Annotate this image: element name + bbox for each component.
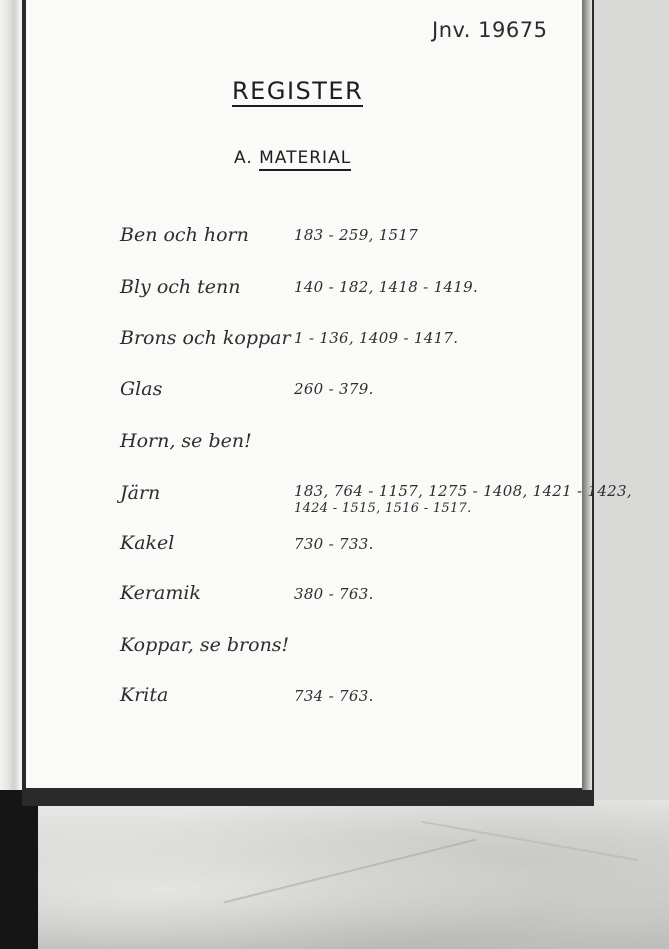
entry-name: Koppar, se brons!	[120, 634, 290, 656]
binding-edge	[0, 790, 38, 949]
entry-range-line: 183, 764 - 1157, 1275 - 1408, 1421 - 1423,	[294, 482, 632, 500]
entry-name: Keramik	[120, 582, 201, 604]
entry-name: Brons och koppar	[120, 327, 291, 349]
entry-name: Krita	[120, 684, 169, 706]
entry-name: Bly och tenn	[120, 276, 241, 298]
section-heading	[234, 148, 351, 168]
section-prefix: A.	[234, 148, 253, 168]
entry-range: 380 - 763.	[294, 585, 374, 603]
background-cloth	[38, 800, 669, 949]
entry-name: Järn	[120, 482, 161, 504]
page-edge-shadow	[582, 0, 592, 790]
entry-name: Kakel	[120, 532, 175, 554]
entry-range: 183 - 259, 1517	[294, 226, 419, 244]
entry-range	[294, 482, 632, 516]
entry-range: 734 - 763.	[294, 687, 374, 705]
entry-name: Ben och horn	[120, 224, 249, 246]
entry-range: 730 - 733.	[294, 535, 374, 553]
entry-name: Horn, se ben!	[120, 430, 252, 452]
entry-name: Glas	[120, 378, 163, 400]
section-title: MATERIAL	[259, 148, 351, 171]
entry-range: 140 - 182, 1418 - 1419.	[294, 278, 479, 296]
inventory-number: Jnv. 19675	[432, 18, 548, 42]
entry-range: 260 - 379.	[294, 380, 374, 398]
entry-range-line: 1424 - 1515, 1516 - 1517.	[294, 501, 472, 516]
entry-range: 1 - 136, 1409 - 1417.	[294, 329, 459, 347]
page-title: REGISTER	[232, 77, 364, 105]
